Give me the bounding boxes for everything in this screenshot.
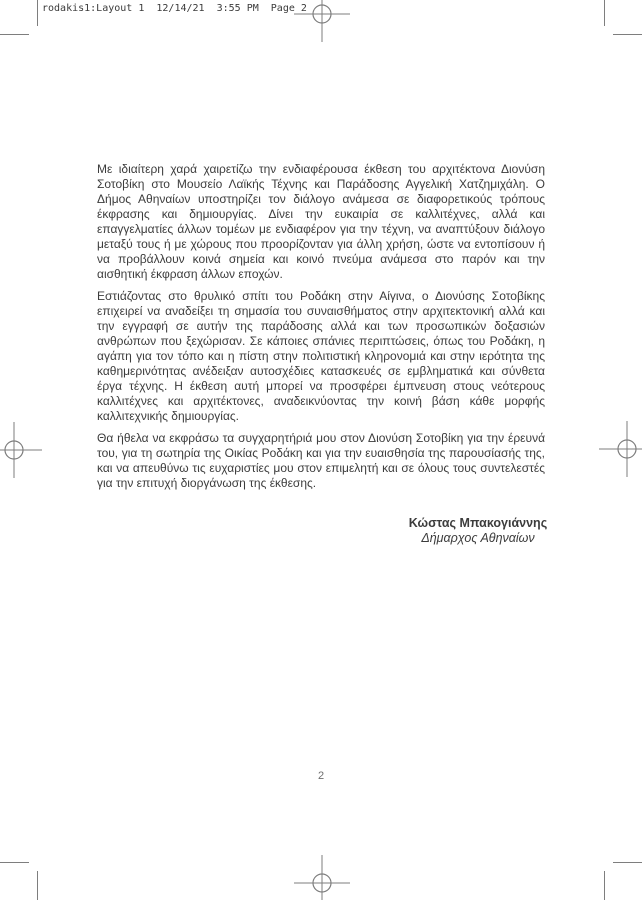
registration-mark-top-icon (294, 0, 350, 42)
crop-mark-top-left-horizontal (0, 34, 29, 35)
signature-block (400, 516, 556, 546)
crop-mark-bottom-right-horizontal (613, 862, 642, 863)
crop-mark-bottom-left-horizontal (0, 862, 29, 863)
paragraph-thanks: Θα ήθελα να εκφράσω τα συγχαρητήριά μου στον Διονύση Σοτοβίκη για την έρευνά του, για τη σωτηρία της Οικίας Ροδάκη και για την ευαισθησία της παρουσίασής της, και να απευθύνω τις ευχαριστίες μου στον επιμελητή και σε όλους τους συντελεστές για την επιτυχή διοργάνωση της έκθεσης. (97, 431, 545, 490)
signature-title: Δήμαρχος Αθηναίων (421, 531, 535, 545)
crop-mark-top-left-vertical (37, 0, 38, 26)
paragraph-exhibition: Εστιάζοντας στο θρυλικό σπίτι του Ροδάκη στην Αίγινα, ο Διονύσης Σοτοβίκης επιχειρεί να αναδείξει τη σημασία του συναισθήματος στην αρχιτεκτονική αλλά και την εγγραφή σε αυτήν της παράδοσης αλλά και των προσωπικών δοξασιών ανθρώπων που ξεχώρισαν. Σε κάποιες σπάνιες περιπτώσεις, όπως του Ροδάκη, η αγάπη για τον τόπο και η πίστη στην πολιτιστική κληρονομιά και στην ιερότητα της καθημερινότητας ανέδειξαν αυτοσχέδιες κατασκευές σε εμβληματικά και σύνθετα έργα τέχνης. Η έκθεση αυτή μπορεί να προσφέρει έμπνευση στους νεότερους καλλιτέχνες και αρχιτέκτονες, αναδεικνύοντας την κοινή βάση κάθε μορφής καλλιτεχνικής δημιουργίας. (97, 289, 545, 423)
crop-mark-top-right-horizontal (613, 34, 642, 35)
registration-mark-left-icon (0, 422, 42, 478)
page-number: 2 (317, 770, 325, 782)
body-text-column (97, 162, 545, 498)
paragraph-greeting: Με ιδιαίτερη χαρά χαιρετίζω την ενδιαφέρουσα έκθεση του αρχιτέκτονα Διονύση Σοτοβίκη στο Μουσείο Λαϊκής Τέχνης και Παράδοσης Αγγελική Χατζημιχάλη. Ο Δήμος Αθηναίων υποστηρίζει τον διάλογο ανάμεσα σε διαφορετικούς τρόπους έκφρασης και δημιουργίας. Δίνει την ευκαιρία σε καλλιτέχνες, αλλά και επαγγελματίες άλλων τομέων με ενδιαφέρον για την τέχνη, να αναπτύξουν διάλογο μεταξύ τους ή με χώρους που προορίζονταν για άλλη χρήση, ώστε να εντοπίσουν ή να προβάλλουν κοινά σημεία και κοινό πνεύμα ανάμεσα στο παρόν και την αισθητική έκφραση άλλων εποχών. (97, 162, 545, 281)
signature-name: Κώστας Μπακογιάννης (408, 516, 548, 530)
registration-mark-bottom-icon (294, 855, 350, 900)
layout-slug-text: rodakis1:Layout 1 12/14/21 3:55 PM Page 2 (42, 3, 307, 14)
crop-mark-bottom-left-vertical (37, 871, 38, 900)
crop-mark-bottom-right-vertical (604, 871, 605, 900)
crop-mark-top-right-vertical (604, 0, 605, 26)
registration-mark-right-icon (599, 421, 642, 477)
